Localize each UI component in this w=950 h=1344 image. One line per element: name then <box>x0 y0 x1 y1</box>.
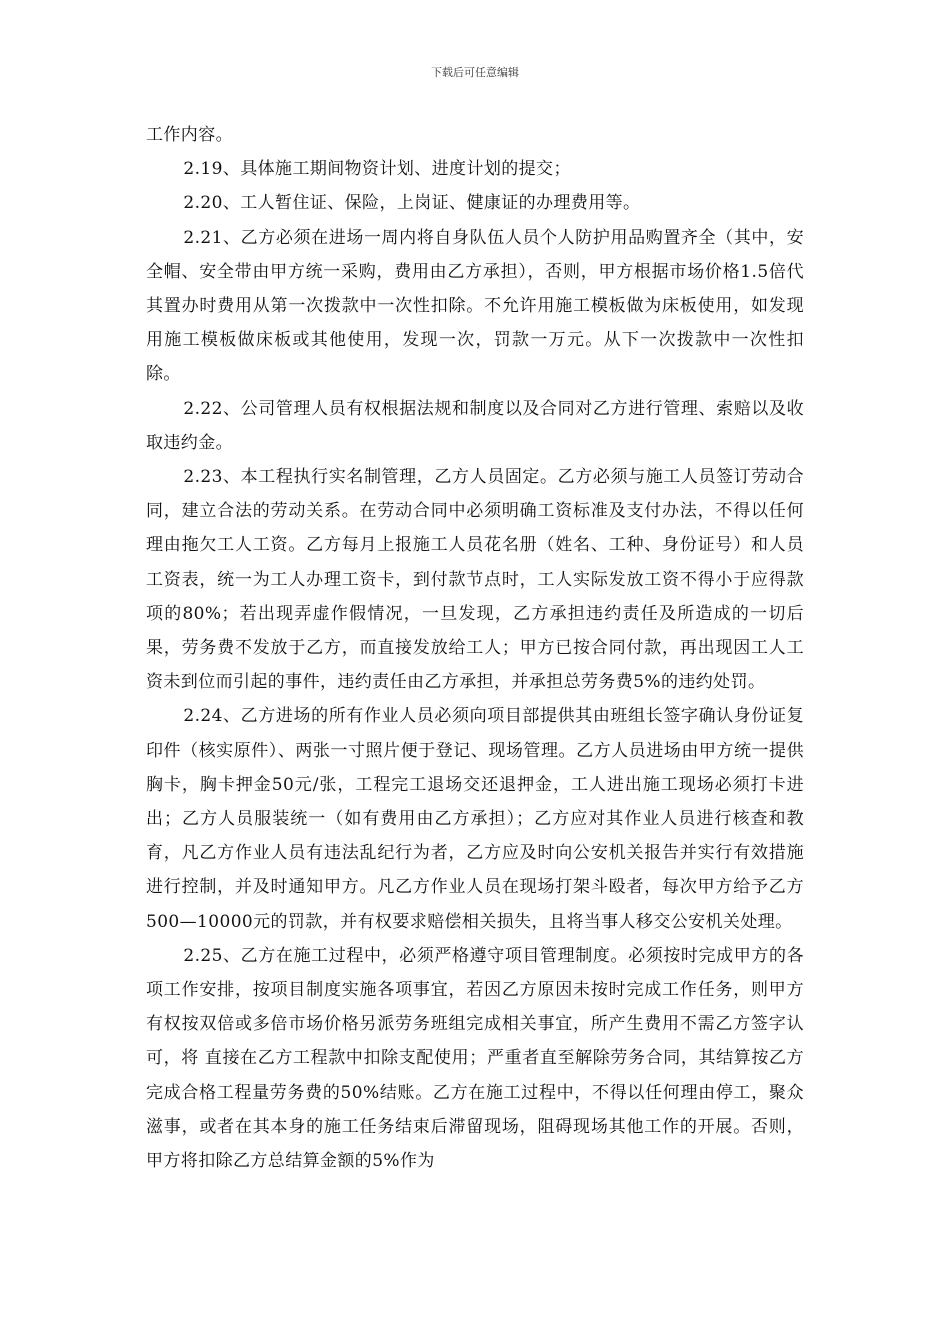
paragraph-2-19: 2.19、具体施工期间物资计划、进度计划的提交； <box>183 159 571 180</box>
document-body <box>146 118 804 1178</box>
paragraph-2-22: 2.22、公司管理人员有权根据法规和制度以及合同对乙方进行管理、索赔以及收取违约金。 <box>146 398 804 453</box>
paragraph-1: 工作内容。 <box>146 125 233 145</box>
paragraph-2-24: 2.24、乙方进场的所有作业人员必须向项目部提供其由班组长签字确认身份证复印件（核实原件）、两张一寸照片便于登记、现场管理。乙方人员进场由甲方统一提供胸卡，胸卡押金50元/张，工程完工退场交还退押金，工人进出施工现场必须打卡进出；乙方人员服装统一（如有费用由乙方承担）；乙方应对其作业人员进行核查和教育，凡乙方作业人员有违法乱纪行为者，乙方应及时向公安机关报告并实行有效措施进行控制，并及时通知甲方。凡乙方作业人员在现场打架斗殴者，每次甲方给予乙方500—10000元的罚款，并有权要求赔偿相关损失，且将当事人移交公安机关处理。 <box>146 706 804 932</box>
page-header: 下载后可任意编辑 <box>431 66 519 79</box>
paragraph-2-25: 2.25、乙方在施工过程中，必须严格遵守项目管理制度。必须按时完成甲方的各项工作安排，按项目制度实施各项事宜，若因乙方原因未按时完成工作任务，则甲方有权按双倍或多倍市场价格另派劳务班组完成相关事宜，所产生费用不需乙方签字认可，将 直接在乙方工程款中扣除支配使用；严重者直至解除劳务合同，其结算按乙方完成合格工程量劳务费的50%结账。乙方在施工过程中，不得以任何理由停工，聚众滋事，或者在其本身的施工任务结束后滞留现场，阻碍现场其他工作的开展。否则，甲方将扣除乙方总结算金额的5%作为 <box>146 945 804 1172</box>
paragraph-2-21: 2.21、乙方必须在进场一周内将自身队伍人员个人防护用品购置齐全（其中，安全帽、安全带由甲方统一采购，费用由乙方承担），否则，甲方根据市场价格1.5倍代其置办时费用从第一次拨款中一次性扣除。不允许用施工模板做为床板使用，如发现用施工模板做床板或其他使用，发现一次，罚款一万元。从下一次拨款中一次性扣除。 <box>146 227 804 385</box>
paragraph-2-20: 2.20、工人暂住证、保险，上岗证、健康证的办理费用等。 <box>183 193 641 214</box>
paragraph-2-23: 2.23、本工程执行实名制管理，乙方人员固定。乙方必须与施工人员签订劳动合同，建立合法的劳动关系。在劳动合同中必须明确工资标准及支付办法，不得以任何理由拖欠工人工资。乙方每月上报施工人员花名册（姓名、工种、身份证号）和人员工资表，统一为工人办理工资卡，到付款节点时，工人实际发放工资不得小于应得款项的80%；若出现弄虚作假情况，一旦发现，乙方承担违约责任及所造成的一切后果，劳务费不发放于乙方，而直接发放给工人；甲方已按合同付款，再出现因工人工资未到位而引起的事件，违约责任由乙方承担，并承担总劳务费5%的违约处罚。 <box>146 467 804 693</box>
